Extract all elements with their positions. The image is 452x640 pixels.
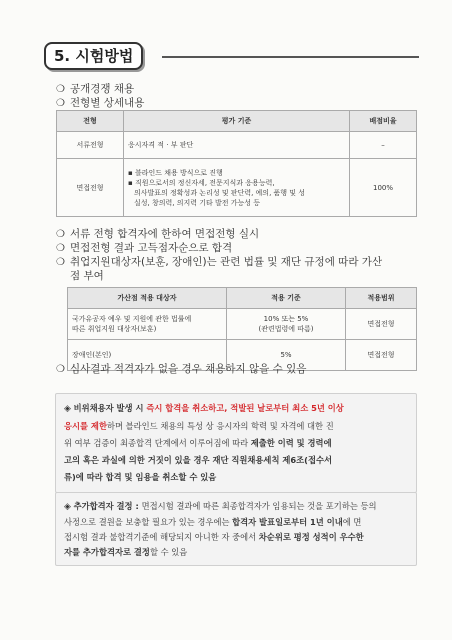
cell-scope: 면접전형 — [346, 309, 417, 340]
circle-bullet-icon: ❍ — [56, 364, 65, 375]
circle-bullet-icon: ❍ — [56, 243, 65, 254]
table-row — [57, 159, 417, 217]
cell-ratio: 100% — [350, 159, 417, 217]
diamond-bullet-icon: ◈ — [64, 502, 71, 512]
header-ratio: 배점비율 — [350, 111, 417, 132]
diamond-bullet-icon: ◈ — [64, 404, 71, 414]
cell-target: 장애인(본인) — [68, 340, 227, 371]
criteria-line: 의사발표의 정확성과 논리성 및 판단력, 예의, 품행 및 성 — [134, 188, 306, 197]
notice-box-additional-pass: ◈ 추가합격자 결정 : 면접시험 결과에 따른 최종합격자가 임용되는 것을 포기하는 등의 사정으로 결원을 보충할 필요가 있는 경우에는 합격자 발표일로부터 1년 이내에 면 접시험 결과 불합격기준에 해당되지 아니한 자 중에서 차순위로 평정 성적이 우수한 자를 추가합격자로 결정할 수 있음 — [55, 492, 417, 566]
table-row — [57, 132, 417, 159]
section-header — [44, 40, 419, 70]
cell-ratio: – — [350, 132, 417, 159]
circle-bullet-icon: ❍ — [56, 84, 65, 95]
notice-box-misconduct: ◈ 비위채용자 발생 시 즉시 합격을 취소하고, 적발된 날로부터 최소 5년 이상 응시를 제한하며 블라인드 채용의 특성 상 응시자의 학력 및 자격에 대한 진 위 여부 검증이 최종합격 단계에서 이루어짐에 따라 제출한 이력 및 경력에 고의 혹은 과실에 의한 거짓이 있을 경우 재단 직원채용세칙 제6조(접수서 류)에 따라 합격 및 임용을 취소할 수 있음 — [55, 393, 417, 493]
criteria-line: 실성, 창의력, 의지력 기타 발전 가능성 등 — [134, 198, 260, 207]
criteria-line: ▪ 직원으로서의 정신자세, 전문지식과 응용능력, — [128, 178, 275, 187]
header-rule: 적용 기준 — [227, 288, 346, 309]
cell-criteria — [124, 159, 350, 217]
table-row — [68, 309, 417, 340]
section-rule — [162, 56, 419, 58]
bullet-no-qualified: ❍ 심사결과 적격자가 없을 경우 채용하지 않을 수 있음 — [56, 363, 307, 375]
bullet-bonus-points-cont: 점 부여 — [70, 270, 104, 282]
circle-bullet-icon: ❍ — [56, 229, 65, 240]
header-stage: 전형 — [57, 111, 124, 132]
cell-stage: 면접전형 — [57, 159, 124, 217]
circle-bullet-icon: ❍ — [56, 257, 65, 268]
bullet-bonus-points: ❍ 취업지원대상자(보훈, 장애인)는 관련 법률 및 재단 규정에 따라 가산 — [56, 256, 383, 268]
header-scope: 적용범위 — [346, 288, 417, 309]
cell-rule: 5% — [227, 340, 346, 371]
bonus-table — [67, 287, 417, 371]
header-criteria: 평가 기준 — [124, 111, 350, 132]
cell-stage: 서류전형 — [57, 132, 124, 159]
bullet-stage-details: ❍ 전형별 상세내용 — [56, 97, 145, 109]
cell-rule: 10% 또는 5% (관련법령에 따름) — [227, 309, 346, 340]
section-title: 5. 시험방법 — [44, 42, 143, 70]
table-header-row — [57, 111, 417, 132]
circle-bullet-icon: ❍ — [56, 98, 65, 109]
criteria-line: ▪ 블라인드 채용 방식으로 진행 — [128, 168, 223, 177]
bullet-document-screening: ❍ 서류 전형 합격자에 한하여 면접전형 실시 — [56, 228, 260, 240]
stage-table — [56, 110, 417, 217]
cell-target: 국가유공자 예우 및 지원에 관한 법률에 따른 취업지원 대상자(보훈) — [68, 309, 227, 340]
header-target: 가산점 적용 대상자 — [68, 288, 227, 309]
table-header-row — [68, 288, 417, 309]
bullet-open-recruitment: ❍ 공개경쟁 채용 — [56, 83, 135, 95]
bullet-interview-result: ❍ 면접전형 결과 고득점자순으로 합격 — [56, 242, 233, 254]
cell-criteria: 응시자격 적 · 부 판단 — [124, 132, 350, 159]
cell-scope: 면접전형 — [346, 340, 417, 371]
